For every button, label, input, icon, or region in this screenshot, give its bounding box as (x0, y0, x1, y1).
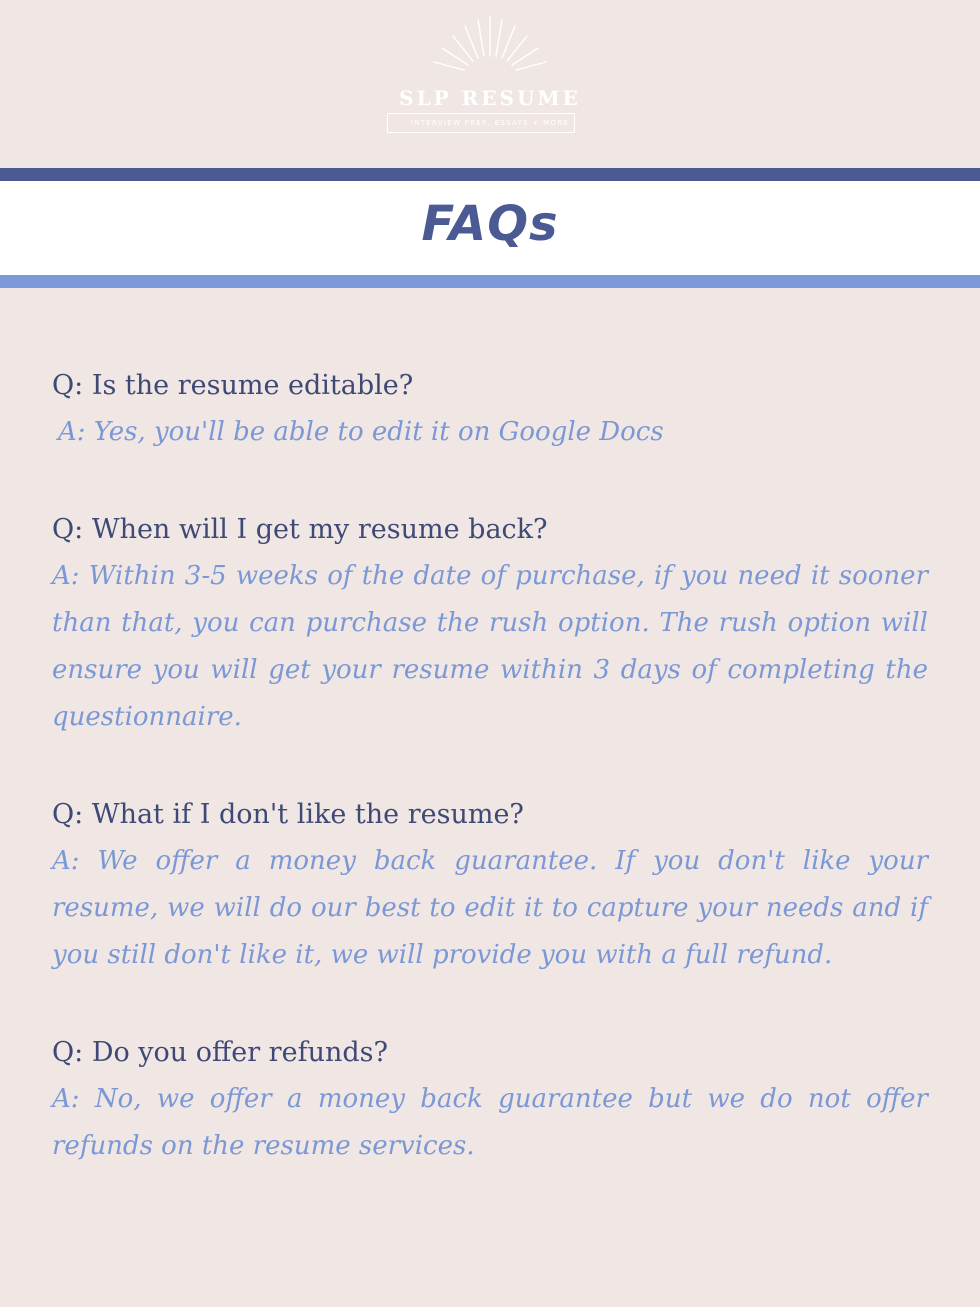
faq-question: Q: What if I don't like the resume? (52, 799, 524, 830)
faq-item (52, 791, 928, 979)
faq-item (52, 1029, 928, 1170)
sunburst-icon (420, 10, 560, 82)
header-bottom-stripe (0, 275, 980, 288)
header-band (0, 168, 980, 288)
page-title: FAQs (421, 196, 559, 252)
faq-answer: A: Within 3-5 weeks of the date of purchase, if you need it sooner than that, you can purchase the rush option. The rush option will ensure you will get your resume within 3 days of completing the questionnaire. (52, 561, 928, 732)
brand-logo (380, 10, 600, 130)
faq-question: Q: Do you offer refunds? (52, 1037, 388, 1068)
brand-title: SLP RESUME (399, 86, 581, 110)
faq-answer: A: No, we offer a money back guarantee but we do not offer refunds on the resume services. (52, 1084, 928, 1161)
header-top-stripe (0, 168, 980, 181)
faq-item (52, 506, 928, 741)
faq-question: Q: When will I get my resume back? (52, 514, 548, 545)
faq-answer: A: We offer a money back guarantee. If you don't like your resume, we will do our best to edit it to capture your needs and if you still don't like it, we will provide you with a full refund. (52, 846, 928, 970)
brand-tagline: INTERVIEW PREP, ESSAYS + MORE (410, 119, 570, 127)
faq-answer: A: Yes, you'll be able to edit it on Google Docs (58, 417, 664, 447)
faq-item (52, 362, 928, 456)
faq-question: Q: Is the resume editable? (52, 370, 414, 401)
faq-list (52, 362, 928, 1220)
